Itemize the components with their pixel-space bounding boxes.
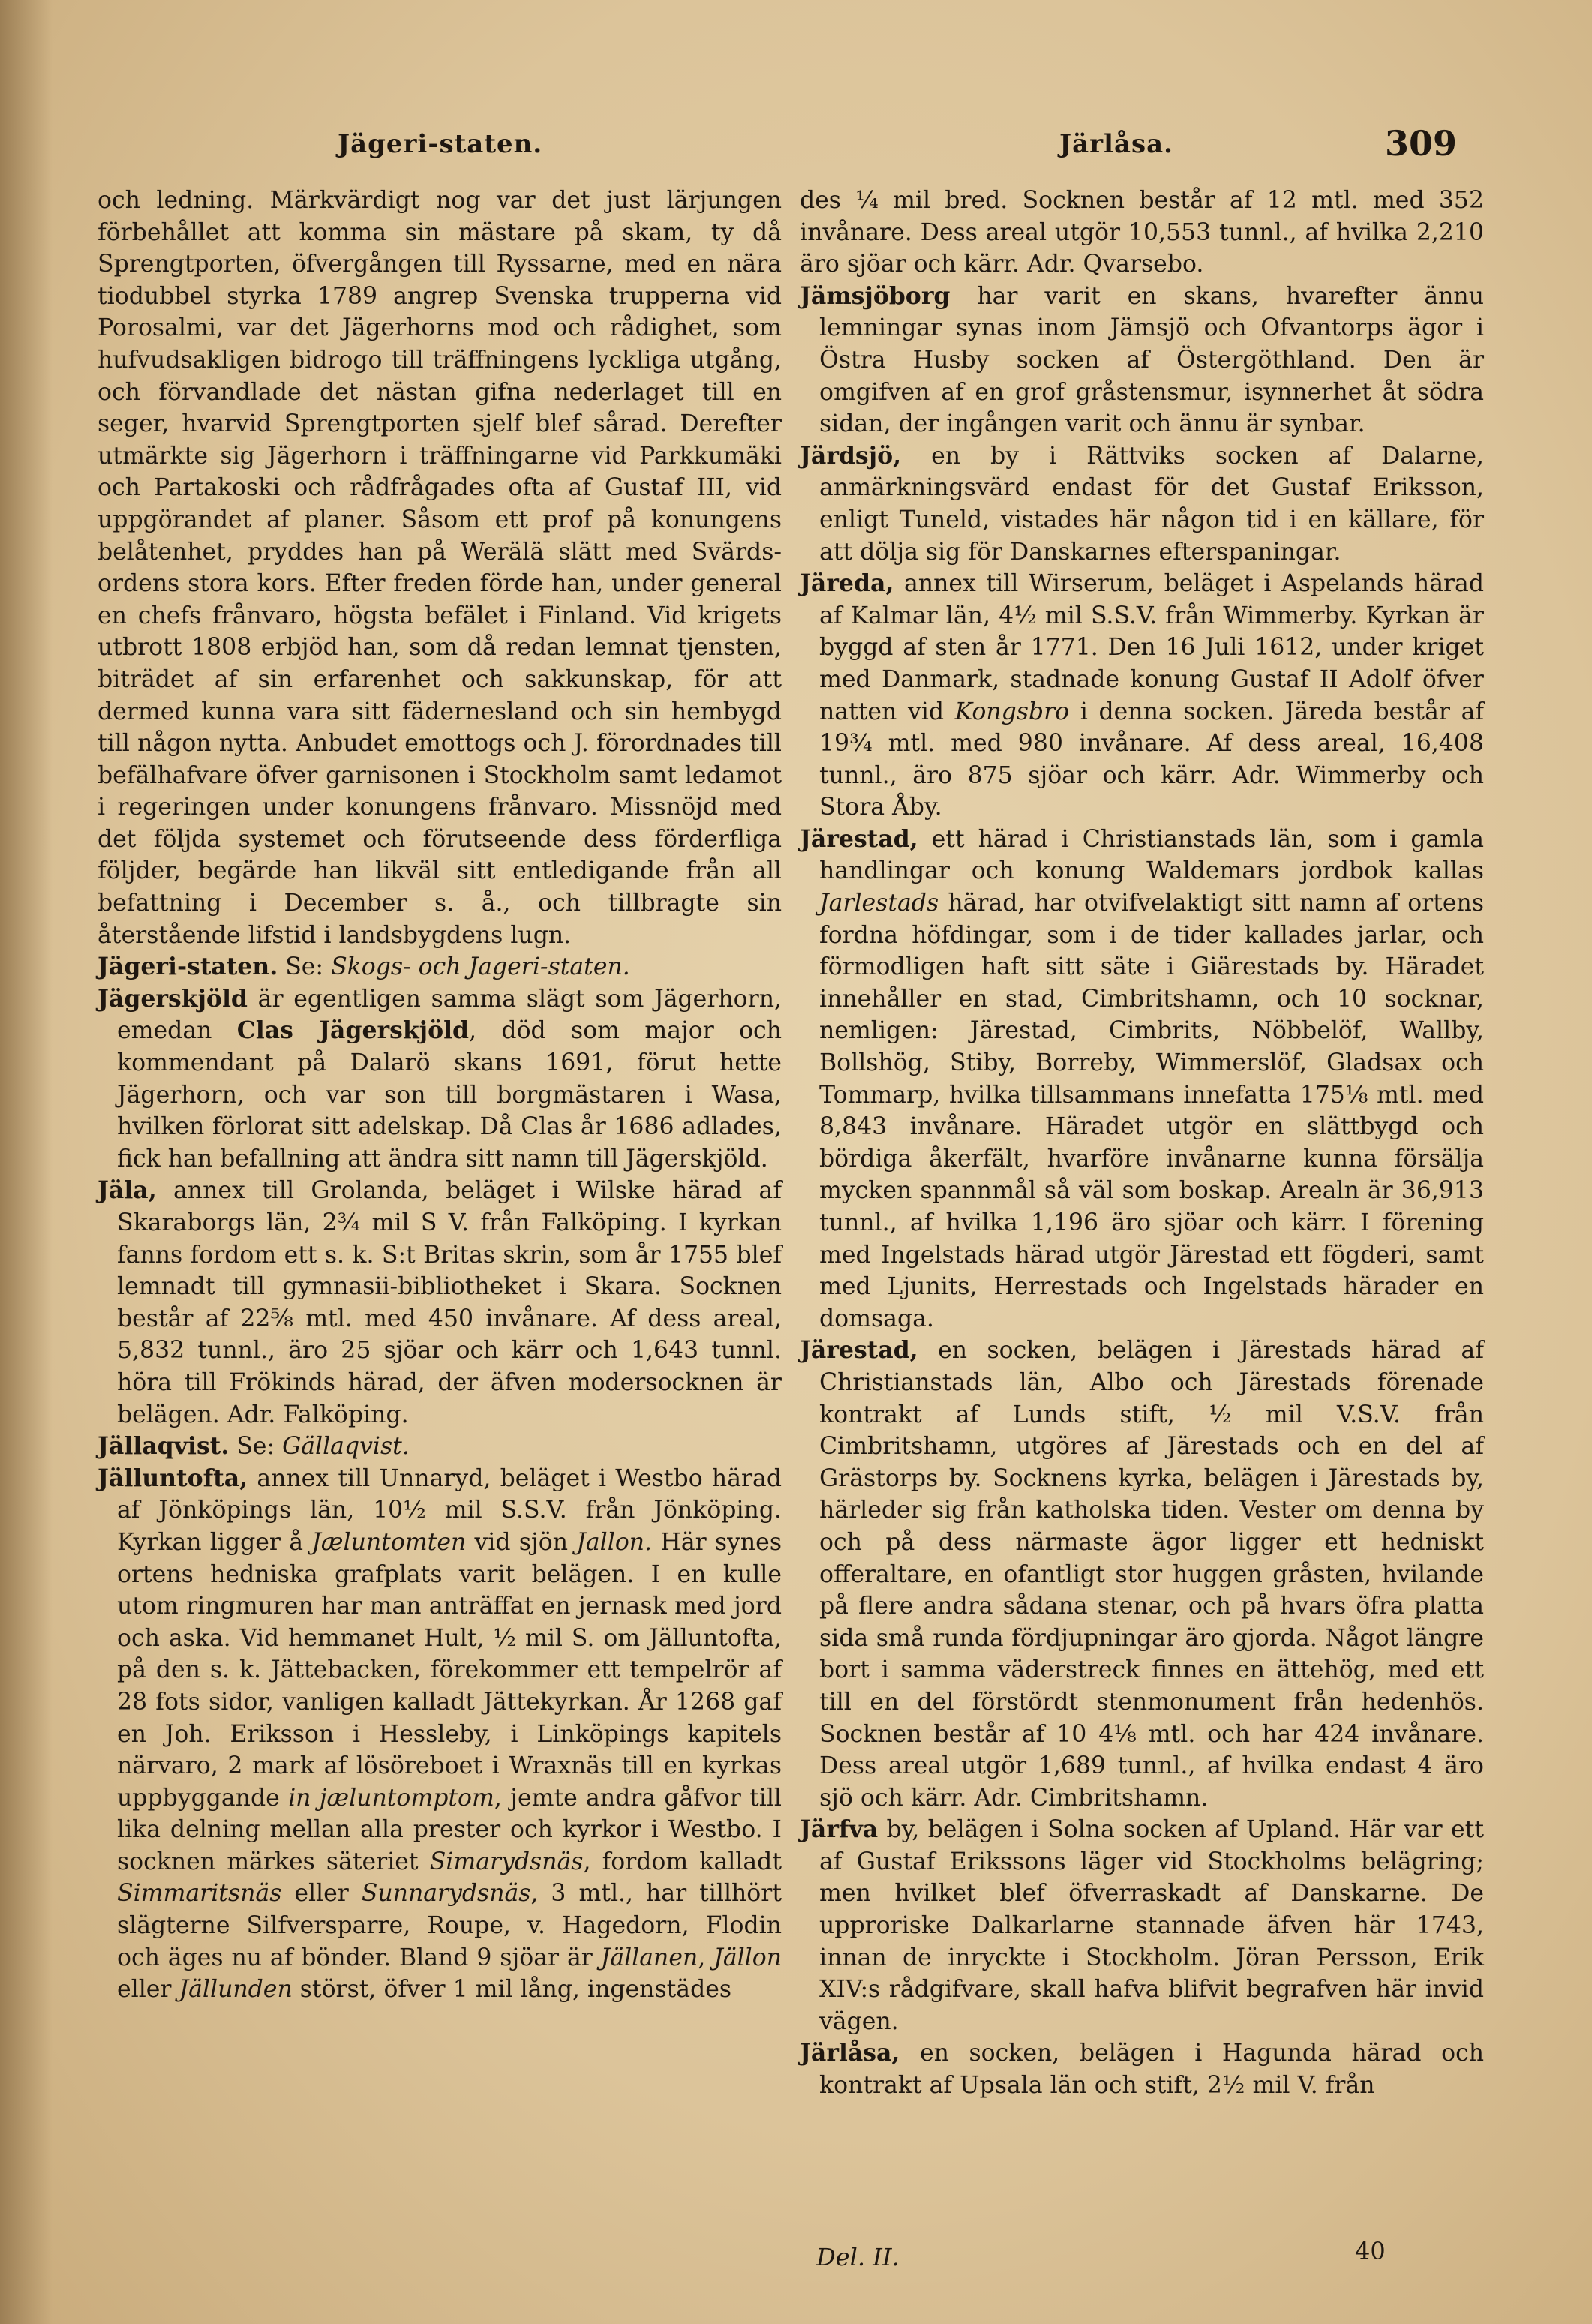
headword: Jägeri-staten. — [98, 953, 278, 981]
running-head-right: Järlåsa. — [1059, 129, 1173, 159]
entry-jallaqvist: Jällaqvist. Se: Gällaqvist. — [98, 1432, 410, 1461]
entry-jalluntofta: Jälluntofta, annex till Unnaryd, beläget i Westbo härad af Jönköpings län, 10½ mil S.S.V. från Jönköping. Kyrkan ligger å Jæluntomten vid sjön Jallon. Här synes ortens hedniska grafplats varit belägen. I en kulle utom ringmuren har man anträffat en jernask med jord och aska. Vid hemmanet Hult, ½ mil S. om Jälluntofta, på den s. k. Jättebacken, förekommer ett tempelrör af 28 fots sidor, vanligen kalladt Jättekyrkan. År 1268 gaf en Joh. Eriksson i Hessleby, i Linköpings kapitels närvaro, 2 mark af lösöreboet i Wraxnäs till en kyrkas uppbyggande in jæluntomptom, jemte andra gåfvor till lika delning mellan alla prester och kyrkor i Westbo. I socknen märkes säteriet Simarydsnäs, fordom kalladt Simmaritsnäs eller Sunnarydsnäs, 3 mtl., har tillhört slägterne Silfversparre, Roupe, v. Hagedorn, Flodin och äges nu af bönder. Bland 9 sjöar är Jällanen, Jällon eller Jällunden störst, öfver 1 mil lång, ingenstädes — [98, 1464, 782, 2004]
right-column — [800, 185, 1484, 2102]
page-header — [0, 123, 1592, 174]
page-number: 309 — [1385, 123, 1458, 164]
cross-reference: Skogs- och Jageri-staten. — [331, 953, 630, 981]
entry-jarlasa: Järlåsa, en socken, belägen i Hagunda härad och kontrakt af Upsala län och stift, 2½ mil V. från — [800, 2039, 1484, 2100]
headword: Jäla, — [98, 1176, 157, 1205]
gutter-shadow — [0, 0, 53, 2324]
headword: Järfva — [800, 1815, 879, 1844]
entry-jageri-staten: Jägeri-staten. Se: Skogs- och Jageri-staten. — [98, 953, 630, 981]
headword: Järestad, — [800, 824, 918, 853]
entry-jagerskjold: Jägerskjöld är egentligen samma slägt som Jägerhorn, emedan Clas Jägerskjöld, död som major och kommendant på Dalarö skans 1691, förut hette Jägerhorn, och var son till borgmästaren i Wasa, hvilken förlorat sitt adelskap. Då Clas år 1686 adlades, fick han befallning att ändra sitt namn till Jägerskjöld. — [98, 984, 782, 1173]
headword: Järestad, — [800, 1336, 918, 1365]
person-name: Clas Jägerskjöld — [236, 1016, 470, 1045]
left-column — [98, 185, 782, 2006]
cross-reference: Gällaqvist. — [282, 1433, 410, 1461]
entry-jardsjo: Järdsjö, en by i Rättviks socken af Dalarne, anmärkningsvärd endast för det Gustaf Eriksson, enligt Tuneld, vistades här någon tid i en källare, för att dölja sig för Danskarnes efterspaningar. — [800, 441, 1484, 566]
volume-signature: Del. II. — [816, 2243, 900, 2271]
entry-jareda: Järeda, annex till Wirserum, beläget i Aspelands härad af Kalmar län, 4½ mil S.S.V. från Wimmerby. Kyrkan är byggd af sten år 1771. Den 16 Juli 1612, under kriget med Danmark, stadnade konung Gustaf II Adolf öfver natten vid Kongsbro i denna socken. Järeda består af 19¾ mtl. med 980 invånare. Af dess areal, 16,408 tunnl., äro 875 sjöar och kärr. Adr. Wimmerby och Stora Åby. — [800, 569, 1485, 821]
entry-jala: Jäla, annex till Grolanda, beläget i Wilske härad af Skaraborgs län, 2¾ mil S V. från Falköping. I kyrkan fanns fordom ett s. k. S:t Britas skrin, som år 1755 blef lemnadt till gymnasii-bibliotheket i Skara. Socknen består af 22⅝ mtl. med 450 invånare. Af dess areal, 5,832 tunnl., äro 25 sjöar och kärr och 1,643 tunnl. höra till Frökinds härad, der äfven modersocknen är belägen. Adr. Falköping. — [98, 1176, 782, 1428]
headword: Järeda, — [800, 569, 894, 598]
headword: Jällaqvist. — [98, 1432, 230, 1461]
headword: Jälluntofta, — [98, 1464, 248, 1492]
entry-jallunden-continued: des ¼ mil bred. Socknen består af 12 mtl. med 352 invånare. Dess areal utgör 10,553 tunnl., af hvilka 2,210 äro sjöar och kärr. Adr. Qvarsebo. — [800, 187, 1484, 278]
running-head-left: Jägeri-staten. — [338, 129, 543, 159]
sheet-number: 40 — [1355, 2237, 1386, 2265]
headword: Järdsjö, — [800, 441, 902, 470]
headword: Jägerskjöld — [98, 984, 248, 1013]
headword: Jämsjöborg — [800, 281, 951, 310]
entry-jarfva: Järfva by, belägen i Solna socken af Upland. Här var ett af Gustaf Erikssons läger vid Stockholms belägring; men hvilket blef öfverraskadt af Danskarne. De upproriske Dalkarlarne stannade äfven här 1743, innan de inryckte i Stockholm. Jöran Persson, Erik XIV:s rådgifvare, skall hafva blifvit begrafven här invid vägen. — [800, 1815, 1484, 2035]
page-footer — [0, 2237, 1592, 2288]
entry-jamsjoborg: Jämsjöborg har varit en skans, hvarefter ännu lemningar synas inom Jämsjö och Ofvantorps ägor i Östra Husby socken af Östergöthland. Den är omgifven af en grof gråstensmur, isynnerhet åt södra sidan, der ingången varit och ännu är synbar. — [800, 281, 1484, 438]
headword: Järlåsa, — [800, 2039, 900, 2067]
entry-jarestad-harad: Järestad, ett härad i Christianstads län, som i gamla handlingar och konung Waldemars jordbok kallas Jarlestads härad, har otvifvelaktigt sitt namn af ortens fordna höfdingar, som i de tider kallades jarlar, och förmodligen haft sitt säte i Giärestads by. Häradet innehåller en stad, Cimbritshamn, och 10 socknar, nemligen: Järestad, Cimbrits, Nöbbelöf, Wallby, Bollshög, Stiby, Borreby, Wimmerslöf, Gladsax och Tommarp, hvilka tillsammans innefatta 175⅛ mtl. med 8,843 invånare. Häradet utgör en slättbygd och bördiga åkerfält, hvarföre invånarne kunna försälja mycken spannmål så väl som boskap. Arealn är 36,913 tunnl., af hvilka 1,196 äro sjöar och kärr. I förening med Ingelstads härad utgör Järestad ett fögderi, samt med Ljunits, Herrestads och Ingelstads härader en domsaga. — [800, 824, 1484, 1332]
entry-jagerhorn-continued: och ledning. Märkvärdigt nog var det just lärjungen förbehållet att komma sin mästare på skam, ty då Sprengtporten, öfvergången till Ryssarne, med en nära tiodubbel styrka 1789 angrep Svenska trupperna vid Porosalmi, var det Jägerhorns mod och rådighet, som hufvudsakligen bidrogo till träffningens lyckliga utgång, och förvandlade det nästan gifna nederlaget till en seger, hvarvid Sprengtporten sjelf blef sårad. Derefter utmärkte sig Jägerhorn i träffningarne vid Parkkumäki och Partakoski och rådfrågades ofta af Gustaf III, vid uppgörandet af planer. Såsom ett prof på konungens belåtenhet, pryddes han på Werälä slätt med Svärds-ordens stora kors. Efter freden förde han, under general en chefs frånvaro, högsta befälet i Finland. Vid krigets utbrott 1808 erbjöd han, som då redan lemnat tjensten, biträdet af sin erfarenhet och sakkunskap, för att dermed kunna vara sitt fädernesland och sin hembygd till någon nytta. Anbudet emottogs och J. förordnades till befälhafvare öfver garnisonen i Stockholm samt ledamot i regeringen under konungens frånvaro. Missnöjd med det följda systemet och förutseende dess förderfliga följder, begärde han likväl sitt entledigande från all befattning i December s. å., och tillbragte sin återstående lifstid i landsbygdens lugn. — [98, 187, 782, 949]
entry-jarestad-socken: Järestad, en socken, belägen i Järestads härad af Christianstads län, Albo och Järestads förenade kontrakt af Lunds stift, ½ mil V.S.V. från Cimbritshamn, utgöres af Järestads och en del af Grästorps by. Socknens kyrka, belägen i Järestads by, härleder sig från katholska tiden. Vester om denna by och på dess närmaste ägor ligger ett hedniskt offeraltare, en ofantligt stor huggen gråsten, hvilande på flere andra sådana stenar, och på hvars öfra platta sida små runda fördjupningar äro gjorda. Något längre bort i samma väderstreck finnes en ättehög, med ett till en del förstördt stenmonument från hedenhös. Socknen består af 10 4⅛ mtl. och har 424 invånare. Dess areal utgör 1,689 tunnl., af hvilka endast 4 äro sjö och kärr. Adr. Cimbritshamn. — [800, 1336, 1484, 1812]
